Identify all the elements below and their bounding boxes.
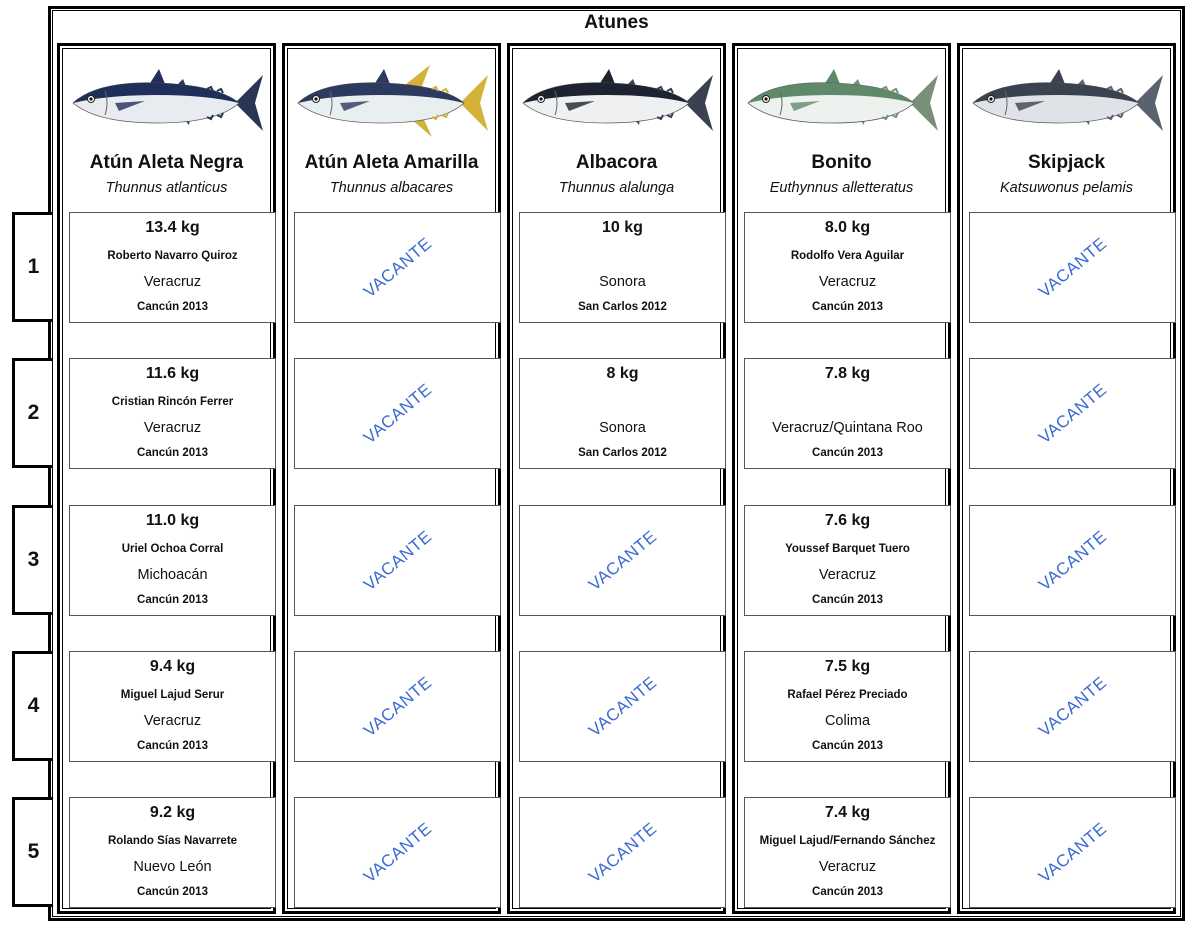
species-name: Skipjack: [1027, 152, 1106, 173]
vacant-label: VACANTE: [584, 818, 660, 886]
rank-number: 1: [27, 255, 40, 278]
species-name: Atún Aleta Amarilla: [304, 152, 479, 173]
species-scientific-name: Thunnus atlanticus: [105, 180, 228, 196]
vacant-cell: [969, 651, 1176, 762]
species-column-inner: [287, 48, 496, 909]
record-state: Veracruz: [818, 567, 877, 583]
record-angler: Miguel Lajud Serur: [120, 689, 225, 701]
species-column: [57, 43, 276, 914]
bonito-icon: [742, 61, 942, 146]
vacant-label: VACANTE: [584, 672, 660, 740]
blackfin-tuna-icon: [67, 61, 267, 146]
vacant-cell: [969, 358, 1176, 469]
record-event: Cancún 2013: [812, 301, 883, 313]
vacant-label: VACANTE: [359, 672, 435, 740]
record-state: Sonora: [599, 420, 646, 436]
vacant-label: VACANTE: [359, 818, 435, 886]
record-cell: [69, 797, 276, 908]
albacore-tuna-icon: [517, 61, 717, 146]
species-column-inner: [737, 48, 946, 909]
rank-5: [12, 797, 52, 907]
record-weight: 8 kg: [606, 365, 639, 382]
vacant-label: VACANTE: [1034, 818, 1110, 886]
species-column: [732, 43, 951, 914]
record-weight: 13.4 kg: [145, 219, 200, 236]
vacant-label: VACANTE: [584, 526, 660, 594]
record-event: Cancún 2013: [812, 447, 883, 459]
record-cell: [744, 358, 951, 469]
record-event: Cancún 2013: [137, 594, 208, 606]
record-state: Colima: [824, 713, 871, 729]
vacant-label: VACANTE: [1034, 672, 1110, 740]
record-state: Veracruz: [143, 713, 202, 729]
rank-number: 5: [27, 840, 40, 863]
record-weight: 7.5 kg: [824, 658, 871, 675]
record-state: Sonora: [599, 274, 646, 290]
record-event: Cancún 2013: [812, 740, 883, 752]
rank-4: [12, 651, 52, 761]
species-column-inner: [512, 48, 721, 909]
record-cell: [744, 651, 951, 762]
record-angler: Rodolfo Vera Aguilar: [790, 250, 905, 262]
record-angler: Rolando Sías Navarrete: [107, 835, 238, 847]
species-column-inner: [62, 48, 271, 909]
record-angler: Rafael Pérez Preciado: [787, 689, 908, 701]
record-weight: 7.6 kg: [824, 512, 871, 529]
vacant-cell: [294, 797, 501, 908]
record-weight: 11.6 kg: [145, 365, 200, 382]
record-cell: [69, 505, 276, 616]
vacant-label: VACANTE: [1034, 379, 1110, 447]
record-state: Veracruz: [143, 420, 202, 436]
species-name: Bonito: [811, 152, 872, 173]
record-state: Veracruz: [818, 274, 877, 290]
vacant-label: VACANTE: [359, 526, 435, 594]
record-event: Cancún 2013: [137, 886, 208, 898]
species-column-inner: [962, 48, 1171, 909]
record-weight: 9.4 kg: [149, 658, 196, 675]
record-weight: 7.4 kg: [824, 804, 871, 821]
record-angler: Roberto Navarro Quiroz: [107, 250, 238, 262]
record-weight: 9.2 kg: [149, 804, 196, 821]
rank-3: [12, 505, 52, 615]
record-event: Cancún 2013: [137, 740, 208, 752]
vacant-cell: [969, 797, 1176, 908]
skipjack-tuna-icon: [967, 61, 1167, 146]
vacant-cell: [294, 212, 501, 323]
species-column: [507, 43, 726, 914]
species-scientific-name: Thunnus alalunga: [558, 180, 675, 196]
vacant-cell: [519, 651, 726, 762]
record-weight: 7.8 kg: [824, 365, 871, 382]
vacant-label: VACANTE: [359, 379, 435, 447]
vacant-label: VACANTE: [1034, 233, 1110, 301]
rank-number: 4: [27, 694, 40, 717]
record-angler: Cristian Rincón Ferrer: [111, 396, 234, 408]
rank-number: 2: [27, 401, 40, 424]
record-event: San Carlos 2012: [578, 301, 667, 313]
vacant-cell: [969, 212, 1176, 323]
record-event: Cancún 2013: [137, 301, 208, 313]
record-cell: [744, 797, 951, 908]
vacant-label: VACANTE: [359, 233, 435, 301]
record-state: Michoacán: [137, 567, 208, 583]
species-column: [282, 43, 501, 914]
record-cell: [519, 358, 726, 469]
record-cell: [519, 212, 726, 323]
record-state: Nuevo León: [133, 859, 212, 875]
record-state: Veracruz: [143, 274, 202, 290]
species-scientific-name: Katsuwonus pelamis: [1000, 180, 1133, 196]
record-weight: 11.0 kg: [145, 512, 200, 529]
species-column: [957, 43, 1176, 914]
rank-number: 3: [27, 548, 40, 571]
rank-1: [12, 212, 52, 322]
species-name: Atún Aleta Negra: [89, 152, 244, 173]
vacant-cell: [294, 651, 501, 762]
yellowfin-tuna-icon: [292, 61, 492, 146]
record-cell: [744, 212, 951, 323]
record-event: San Carlos 2012: [578, 447, 667, 459]
species-name: Albacora: [575, 152, 658, 173]
species-scientific-name: Euthynnus alletteratus: [769, 180, 914, 196]
record-state: Veracruz/Quintana Roo: [772, 420, 923, 436]
record-angler: Uriel Ochoa Corral: [121, 543, 224, 555]
record-cell: [69, 651, 276, 762]
record-cell: [744, 505, 951, 616]
record-event: Cancún 2013: [137, 447, 208, 459]
vacant-cell: [969, 505, 1176, 616]
record-cell: [69, 358, 276, 469]
record-state: Veracruz: [818, 859, 877, 875]
vacant-label: VACANTE: [1034, 526, 1110, 594]
record-event: Cancún 2013: [812, 886, 883, 898]
vacant-cell: [519, 505, 726, 616]
rank-2: [12, 358, 52, 468]
vacant-cell: [519, 797, 726, 908]
record-weight: 8.0 kg: [824, 219, 871, 236]
record-angler: Youssef Barquet Tuero: [785, 543, 910, 555]
record-cell: [69, 212, 276, 323]
vacant-cell: [294, 358, 501, 469]
vacant-cell: [294, 505, 501, 616]
record-weight: 10 kg: [602, 219, 643, 236]
species-scientific-name: Thunnus albacares: [329, 180, 454, 196]
record-event: Cancún 2013: [812, 594, 883, 606]
table-title: Atunes: [584, 12, 649, 33]
record-angler: Miguel Lajud/Fernando Sánchez: [759, 835, 936, 847]
